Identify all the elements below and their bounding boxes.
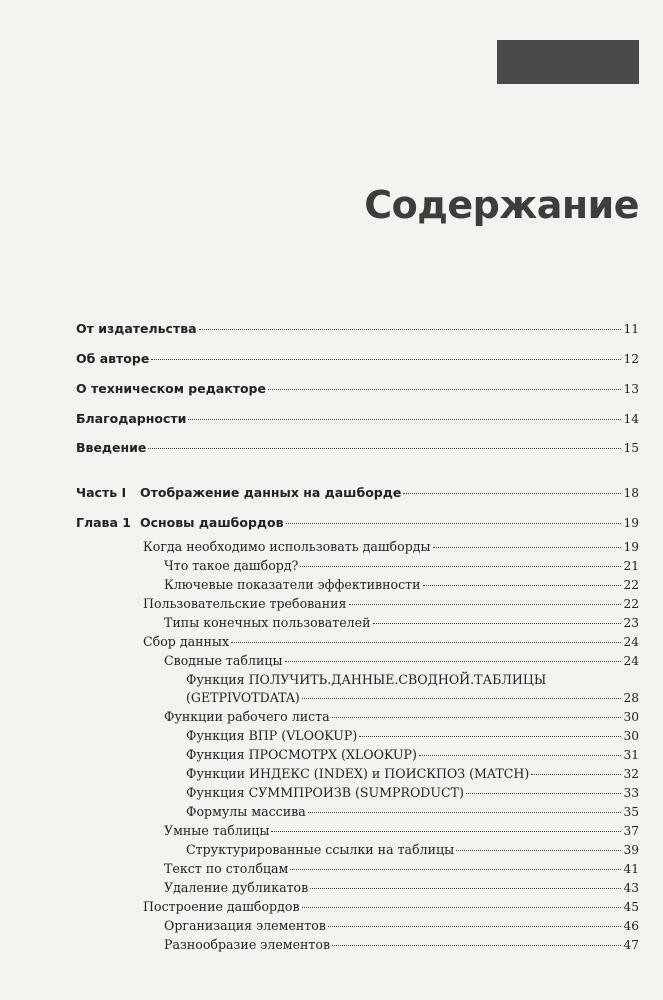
toc-entry-label: Удаление дубликатов [164,880,309,895]
toc-page-number: 39 [623,843,639,857]
dot-leader [286,522,622,524]
dot-leader [466,792,622,794]
toc-entry-label: Функции рабочего листа [164,709,330,724]
dot-leader [419,754,622,756]
toc-entry-label: От издательства [76,321,197,336]
toc-entry-chapter-1[interactable] [76,515,639,537]
dot-leader [199,328,622,330]
dot-leader [310,887,621,889]
dot-leader [302,697,622,699]
toc-subsubsection-line1[interactable]: Функция ПОЛУЧИТЬ.ДАННЫЕ.СВОДНОЙ.ТАБЛИЦЫ [186,672,547,687]
chapter-header-block [497,40,639,84]
toc-page-number: 28 [623,691,639,705]
toc-page-number: 30 [623,710,639,724]
toc-entry-label: Построение дашбордов [143,899,300,914]
dot-leader [328,925,622,927]
dot-leader [231,641,621,643]
toc-page-number: 45 [623,900,639,914]
toc-entry-introduction[interactable] [76,440,639,462]
toc-page-number: 19 [623,516,639,530]
toc-entry-label: Что такое дашборд? [164,558,299,573]
dot-leader [290,868,621,870]
page-title: Содержание [364,183,639,227]
toc-entry-label: Введение [76,440,147,455]
toc-entry-part-1[interactable] [76,485,639,507]
toc-page-number: 21 [623,559,639,573]
toc-page-number: 24 [623,635,639,649]
dot-leader [433,546,622,548]
toc-page-number: 32 [623,767,639,781]
toc-page-number: 33 [623,786,639,800]
toc-entry-label: Благодарности [76,411,187,426]
dot-leader [423,584,622,586]
toc-page-number: 46 [623,919,639,933]
toc-entry-label: Когда необходимо использовать дашборды [143,539,431,554]
toc-entry-label: Отображение данных на дашборде [140,485,402,500]
toc-page-number: 41 [623,862,639,876]
dot-leader [285,660,622,662]
toc-page-number: 14 [623,412,639,426]
toc-entry-label: Функция СУММПРОИЗВ (SUMPRODUCT) [186,785,464,800]
toc-page-number: 13 [623,382,639,396]
toc-page-number: 22 [623,578,639,592]
toc-entry-label: Функции ИНДЕКС (INDEX) и ПОИСКПОЗ (MATCH) [186,766,530,781]
toc-page-number: 18 [623,486,639,500]
toc-entry-label: Организация элементов [164,918,326,933]
dot-leader [349,603,622,605]
toc-entry-label: Основы дашбордов [140,515,284,530]
toc-page-number: 23 [623,616,639,630]
toc-entry-label: Об авторе [76,351,150,366]
dot-leader [151,358,621,360]
toc-page-number: 19 [623,540,639,554]
toc-entry-label: Ключевые показатели эффективности [164,577,421,592]
toc-entry-publisher[interactable] [76,321,639,343]
toc-page-number: 12 [623,352,639,366]
toc-page-number: 47 [623,938,639,952]
toc-entry-acknowledgments[interactable] [76,411,639,433]
toc-entry-label: Формулы массива [186,804,306,819]
dot-leader [271,830,621,832]
toc-entry-label: (GETPIVOTDATA) [186,690,300,705]
dot-leader [188,418,621,420]
dot-leader [308,811,622,813]
toc-entry-label: Сводные таблицы [164,653,283,668]
toc-entry-label: Сбор данных [143,634,230,649]
toc-page-number: 31 [623,748,639,762]
toc-page-number: 15 [623,441,639,455]
dot-leader [148,447,621,449]
toc-page-number: 24 [623,654,639,668]
toc-page-number: 22 [623,597,639,611]
toc-page-number: 30 [623,729,639,743]
dot-leader [403,492,621,494]
toc-subsection[interactable] [164,937,639,959]
dot-leader [359,735,621,737]
dot-leader [300,565,621,567]
toc-entry-tech-editor[interactable] [76,381,639,403]
dot-leader [332,944,621,946]
toc-page-number: 37 [623,824,639,838]
toc-chapter-prefix: Глава 1 [76,515,131,530]
toc-page-number: 35 [623,805,639,819]
dot-leader [456,849,621,851]
dot-leader [268,388,622,390]
toc-entry-label: О техническом редакторе [76,381,266,396]
dot-leader [373,622,622,624]
toc-entry-label: Текст по столбцам [164,861,289,876]
toc-entry-label: Функция ВПР (VLOOKUP) [186,728,358,743]
toc-entry-label: Структурированные ссылки на таблицы [186,842,455,857]
toc-entry-label: Функция ПРОСМОТРX (XLOOKUP) [186,747,417,762]
toc-page-number: 11 [623,322,639,336]
toc-page-number: 43 [623,881,639,895]
toc-entry-author[interactable] [76,351,639,373]
dot-leader [332,716,622,718]
toc-entry-label: Разнообразие элементов [164,937,331,952]
toc-part-prefix: Часть I [76,485,127,500]
toc-entry-label: Умные таблицы [164,823,270,838]
dot-leader [531,773,621,775]
dot-leader [302,906,622,908]
toc-entry-label: Типы конечных пользователей [164,615,371,630]
toc-entry-label: Пользовательские требования [143,596,347,611]
